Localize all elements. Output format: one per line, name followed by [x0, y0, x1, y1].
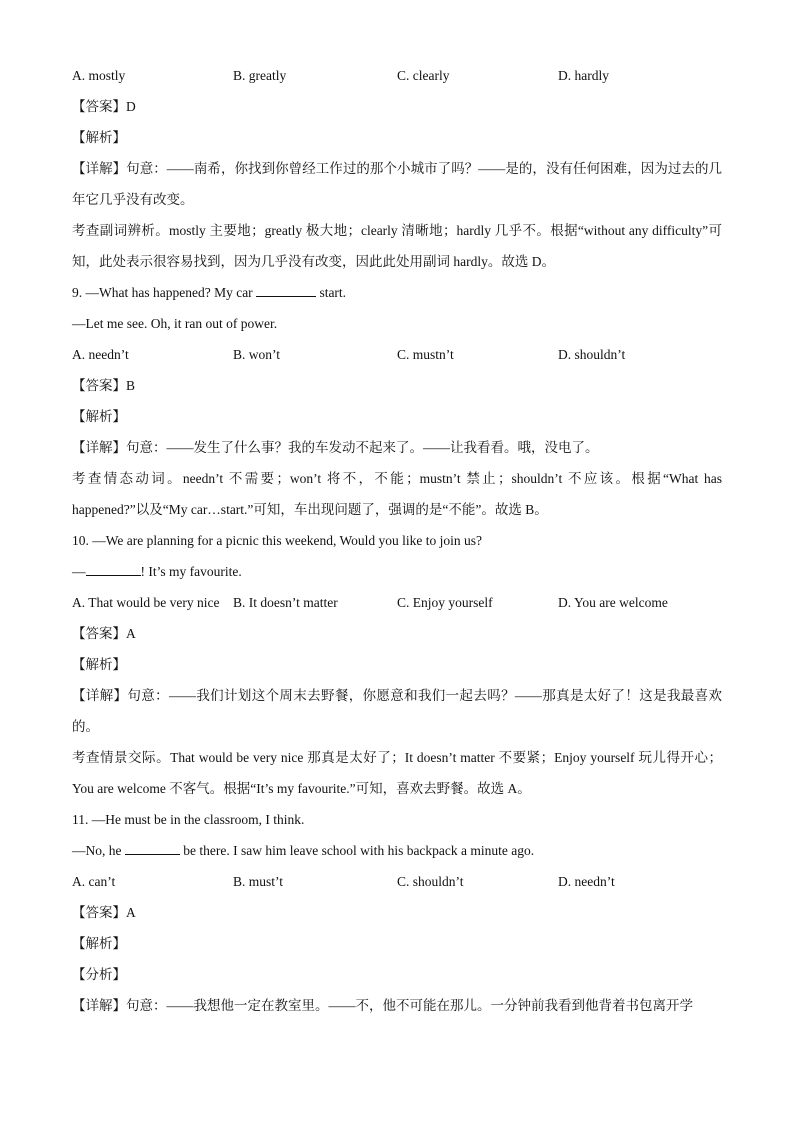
- q9-option-b: B. won’t: [233, 347, 281, 362]
- q9-question-line2: —Let me see. Oh, it ran out of power.: [72, 316, 278, 331]
- q10-option-b: B. It doesn’t matter: [233, 595, 338, 610]
- q9-line1-after: start.: [316, 285, 347, 300]
- q10-line2-before: —: [72, 564, 86, 579]
- q10-option-a: A. That would be very nice: [72, 595, 220, 610]
- q11-line2-after: be there. I saw him leave school with his backpack a minute ago.: [179, 843, 535, 858]
- q8-explanation: 考查副词辨析。mostly 主要地；greatly 极大地；clearly 清晰地；hardly 几乎不。根据“without any difficulty”可知，此处表示很容易找到，因为几乎没有改变，因此此处用副词 hardly。故选 D。: [72, 223, 722, 269]
- q9-detail: 【详解】句意：——发生了什么事？我的车发动不起来了。——让我看看。哦，没电了。: [72, 440, 599, 455]
- q9-question-line1: [72, 277, 722, 308]
- q8-detail: 【详解】句意：——南希，你找到你曾经工作过的那个小城市了吗？——是的，没有任何困难，因为过去的几年它几乎没有改变。: [72, 161, 722, 207]
- q11-option-d: D. needn’t: [558, 874, 615, 889]
- q9-option-a: A. needn’t: [72, 347, 129, 362]
- q8-analysis-label: 【解析】: [72, 130, 126, 145]
- q11-answer: 【答案】A: [72, 905, 136, 920]
- q11-option-b: B. must’t: [233, 874, 284, 889]
- q11-analysis-label: 【解析】: [72, 936, 126, 951]
- q8-answer: 【答案】D: [72, 99, 136, 114]
- q11-line2-before: —No, he: [72, 843, 125, 858]
- q8-option-c: C. clearly: [397, 68, 450, 83]
- q11-options: [72, 866, 722, 897]
- q10-explanation: 考查情景交际。That would be very nice 那真是太好了；It doesn’t matter 不要紧；Enjoy yourself 玩儿得开心；You are welcome 不客气。根据“It’s my favourite.”可知，喜欢去野餐。故选 A。: [72, 750, 722, 796]
- q10-analysis-label: 【解析】: [72, 657, 126, 672]
- q9-options: [72, 339, 722, 370]
- q11-option-c: C. shouldn’t: [397, 874, 464, 889]
- q10-question-line1: 10. —We are planning for a picnic this weekend, Would you like to join us?: [72, 533, 482, 548]
- q9-answer: 【答案】B: [72, 378, 136, 393]
- q10-option-c: C. Enjoy yourself: [397, 595, 493, 610]
- q9-analysis-label: 【解析】: [72, 409, 126, 424]
- q8-option-a: A. mostly: [72, 68, 126, 83]
- q9-line1-before: 9. —What has happened? My car: [72, 285, 257, 300]
- document-page: [72, 60, 722, 1021]
- q10-option-d: D. You are welcome: [558, 595, 668, 610]
- q9-option-d: D. shouldn’t: [558, 347, 626, 362]
- q8-options: [72, 60, 722, 91]
- q9-blank: [256, 282, 316, 297]
- q10-options: [72, 587, 722, 618]
- q8-option-d: D. hardly: [558, 68, 609, 83]
- q10-question-line2: [72, 556, 722, 587]
- q10-line2-after: ! It’s my favourite.: [140, 564, 242, 579]
- q11-blank: [125, 840, 180, 855]
- q8-option-b: B. greatly: [233, 68, 287, 83]
- q11-option-a: A. can’t: [72, 874, 116, 889]
- q9-option-c: C. mustn’t: [397, 347, 454, 362]
- q11-question-line1: 11. —He must be in the classroom, I think.: [72, 812, 305, 827]
- q10-answer: 【答案】A: [72, 626, 136, 641]
- q11-analysis2-label: 【分析】: [72, 967, 126, 982]
- q9-explanation: 考查情态动词。needn’t 不需要；won’t 将不，不能；mustn’t 禁止；shouldn’t 不应该。根据“What has happened?”以及“My car…start.”可知，车出现问题了，强调的是“不能”。故选 B。: [72, 471, 722, 517]
- q10-detail: 【详解】句意：——我们计划这个周末去野餐，你愿意和我们一起去吗？——那真是太好了！这是我最喜欢的。: [72, 688, 722, 734]
- q11-detail: 【详解】句意：——我想他一定在教室里。——不，他不可能在那儿。一分钟前我看到他背着书包离开学: [72, 998, 693, 1013]
- q11-question-line2: [72, 835, 722, 866]
- q10-blank: [86, 561, 141, 576]
